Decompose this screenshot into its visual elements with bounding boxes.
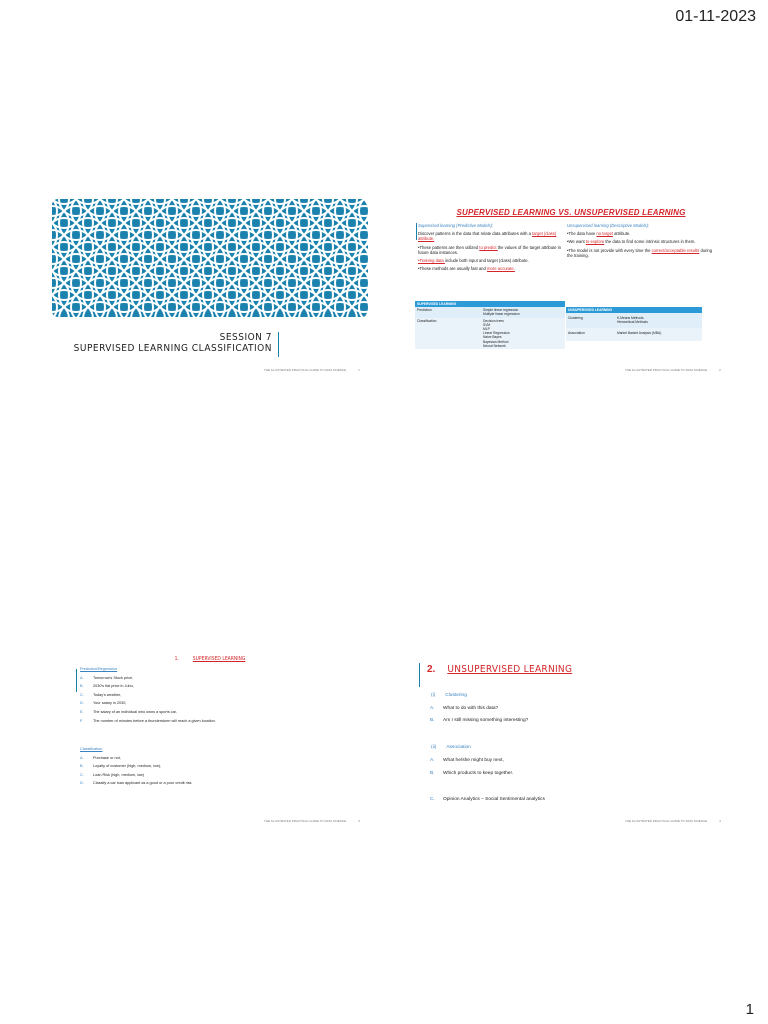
unsupervised-subtitle: Unsupervised learning (Descriptive Models):	[567, 223, 650, 228]
text: •We want	[567, 239, 586, 245]
section-number: 2.	[427, 664, 436, 675]
list-marker: A.	[430, 706, 435, 711]
table-row	[415, 318, 565, 349]
highlight-text: target (class) attribute.	[418, 231, 557, 242]
list-marker: B.	[80, 684, 84, 689]
classification-list	[80, 745, 192, 788]
list-item	[80, 682, 216, 691]
table-cell: Prediction	[415, 307, 481, 317]
slide-footer	[264, 368, 360, 372]
list-item	[80, 699, 216, 708]
list-marker: B.	[430, 771, 435, 776]
paragraph	[418, 231, 566, 241]
list-marker: (ii)	[431, 745, 437, 750]
list-text: Today's weather,	[93, 692, 122, 697]
prediction-list	[80, 665, 216, 725]
cell-line: SVM	[483, 322, 491, 327]
list-marker: E.	[80, 709, 84, 714]
list-text: What to do with this data?	[443, 706, 499, 711]
slide-footer	[264, 819, 360, 823]
text: Discover patterns in the data that relate data attributes with a	[418, 231, 533, 237]
text: the data to find some intrinsic structures in them.	[604, 239, 696, 245]
list-text: Loan Risk (high, medium, low)	[93, 772, 145, 777]
list-marker: B.	[430, 718, 435, 723]
list-marker: D.	[80, 781, 84, 786]
section-title: UNSUPERVISED LEARNING	[447, 664, 573, 675]
text: during the training.	[567, 247, 713, 258]
page-number: 1	[745, 1001, 754, 1018]
list-text: 2030's flat price in Juhu,	[93, 684, 134, 689]
slide-4-thumbnail	[413, 650, 729, 828]
highlight-text: correct/acceptable results	[651, 247, 700, 253]
cell-line: Linear Regression	[483, 331, 510, 336]
cell-line: Naive Bayes	[483, 335, 502, 340]
slide-3-title	[52, 656, 368, 662]
list-marker: F.	[80, 718, 83, 723]
list-item	[80, 762, 192, 771]
slide-4-title	[427, 664, 572, 675]
text: attribute.	[612, 231, 631, 237]
slide-number: 3	[358, 819, 360, 823]
text: •These patterns are then utilized	[418, 244, 480, 250]
accent-bar	[419, 663, 420, 687]
supervised-subtitle: Supervised learning (Predictive Models):	[418, 223, 494, 228]
slide-1-thumbnail	[52, 199, 368, 377]
highlight-text: to explore	[585, 239, 605, 245]
cell-line: MLP	[483, 327, 490, 332]
text: •The data have	[567, 231, 597, 237]
footer-text: THE ILLUSTRATED PRACTICAL GUIDE TO DATA SCIENCE	[264, 819, 347, 823]
list-item	[430, 771, 513, 776]
slide-number: 2	[719, 368, 721, 372]
text: •The model is not provide with every time the	[567, 247, 652, 253]
paragraph	[418, 266, 566, 271]
slide-2-thumbnail	[413, 199, 729, 377]
session-label: SESSION 7	[219, 332, 272, 343]
table-cell	[615, 313, 702, 327]
list-text: Purchase or not,	[93, 755, 121, 760]
list-marker: D.	[80, 701, 84, 706]
paragraph	[567, 248, 715, 258]
slide-1-title	[74, 332, 272, 354]
session-topic: SUPERVISED LEARNING CLASSIFICATION	[73, 343, 272, 354]
cell-line: Hierarchical Methods	[616, 320, 648, 325]
table-row	[566, 313, 702, 327]
list-text: What he/she might buy next,	[443, 758, 504, 763]
highlight-text: to predict	[479, 244, 498, 250]
list-text: Tomorrow's Stock price,	[93, 675, 134, 680]
list-item	[80, 708, 216, 717]
highlight-text: more accurate.	[486, 266, 515, 272]
slide-3-thumbnail	[52, 650, 368, 828]
list-text: Am I still missing something interesting?	[443, 718, 529, 723]
list-marker: A.	[80, 755, 84, 760]
footer-text: THE ILLUSTRATED PRACTICAL GUIDE TO DATA SCIENCE	[625, 368, 708, 372]
header-date: 01-11-2023	[675, 8, 756, 25]
list-text: Your salary in 2030,	[93, 701, 127, 706]
slide-number: 4	[719, 819, 721, 823]
table-header: SUPERVISED LEARNING	[415, 301, 565, 307]
table-cell: Association	[566, 328, 615, 341]
unsupervised-methods-table	[566, 307, 702, 341]
section-title: SUPERVISED LEARNING	[192, 656, 246, 662]
supervised-methods-table	[415, 301, 565, 349]
accent-bar	[76, 669, 77, 692]
list-text: Classify a car loan applicant as a good or a poor credit risk	[93, 781, 192, 786]
table-row	[415, 307, 565, 317]
table-cell: Clustering	[566, 313, 615, 327]
slide-2-title: SUPERVISED LEARNING VS. UNSUPERVISED LEARNING	[456, 208, 686, 217]
table-row	[566, 328, 702, 341]
list-marker: (i)	[431, 693, 436, 698]
accent-bar	[278, 332, 279, 357]
decorative-circle-pattern	[52, 199, 368, 317]
cell-line: Decision trees	[483, 318, 504, 323]
list-marker: B.	[80, 764, 84, 769]
list-text: Association	[446, 745, 471, 750]
list-item	[430, 797, 545, 802]
clustering-heading	[431, 693, 467, 698]
list-item	[80, 779, 192, 788]
list-marker: C.	[80, 692, 84, 697]
table-cell	[481, 318, 565, 349]
slide-number: 1	[358, 368, 360, 372]
list-marker: C.	[80, 772, 84, 777]
text: the values of the target attribute in future data instances.	[418, 244, 562, 255]
list-item	[80, 754, 192, 763]
cell-line: Simple linear regression	[483, 308, 519, 313]
cell-line: Neural Network	[483, 343, 506, 348]
footer-text: THE ILLUSTRATED PRACTICAL GUIDE TO DATA SCIENCE	[625, 819, 708, 823]
cell-line: K-Means Methods	[616, 316, 644, 321]
section-number: 1.	[174, 656, 179, 662]
slide-footer	[625, 819, 721, 823]
slide-footer	[625, 368, 721, 372]
table-header: UNSUPERVISED LEARNING	[566, 307, 702, 313]
list-heading: Prediction/Regression	[80, 667, 118, 671]
list-item	[80, 717, 216, 726]
list-heading: Classification	[80, 747, 103, 751]
highlight-text: no target	[596, 231, 613, 237]
list-marker: A.	[430, 758, 435, 763]
association-heading	[431, 745, 471, 750]
unsupervised-description	[567, 223, 715, 261]
list-item	[430, 718, 528, 723]
list-item	[430, 706, 498, 711]
list-text: Which products to keep together.	[443, 771, 514, 776]
list-text: Clustering	[445, 693, 467, 698]
paragraph	[567, 239, 715, 244]
paragraph	[567, 231, 715, 236]
cell-line: Multiple linear regression	[483, 312, 520, 317]
table-cell	[615, 328, 702, 341]
table-cell: Classification	[415, 318, 481, 349]
list-text: Loyalty of customer (high, medium, low),	[93, 764, 162, 769]
list-marker: A.	[80, 675, 84, 680]
cell-line: Market Basket Analysis (MBA)	[616, 330, 662, 335]
text: include both input and target (class) attribute.	[444, 258, 529, 264]
list-text: Opinion Analytics – Social Sentimental analytics	[443, 797, 545, 802]
list-marker: C.	[430, 797, 435, 802]
footer-text: THE ILLUSTRATED PRACTICAL GUIDE TO DATA SCIENCE	[264, 368, 347, 372]
highlight-text: •Training data	[418, 258, 445, 264]
paragraph	[418, 245, 566, 255]
text: •These methods are usually fast and	[418, 266, 487, 272]
accent-bar	[416, 223, 417, 240]
cell-line: Bayesian Method	[483, 339, 509, 344]
paragraph	[418, 258, 566, 263]
list-text: The number of minutes before a thunderstorm will reach a given location.	[93, 718, 216, 723]
supervised-description	[418, 223, 566, 274]
list-item	[80, 674, 216, 683]
list-item	[80, 771, 192, 780]
table-cell	[481, 307, 565, 317]
list-text: The salary of an individual who owns a sports car,	[93, 709, 177, 714]
list-item	[430, 758, 504, 763]
list-item	[80, 691, 216, 700]
